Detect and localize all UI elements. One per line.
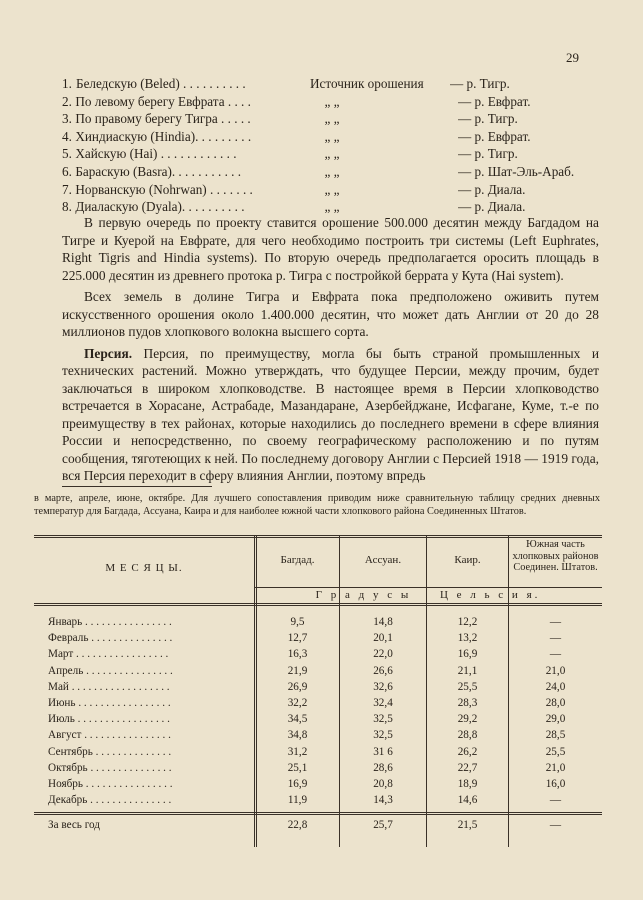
units-header: Г р а д у с ы Ц е л ь с и я. bbox=[315, 589, 541, 601]
irrigation-systems-list bbox=[62, 75, 582, 216]
table-total-month: За весь год bbox=[48, 819, 100, 831]
system-source: „ „ bbox=[324, 163, 340, 179]
system-number: 1. bbox=[62, 76, 72, 91]
persia-heading: Персия. bbox=[84, 345, 133, 361]
system-river: — р. Диала. bbox=[458, 181, 526, 197]
table-row-value: 16,0 bbox=[545, 778, 566, 790]
table-row-month: Декабрь . . . . . . . . . . . . . . . bbox=[48, 794, 172, 807]
table-row-value: 12,2 bbox=[457, 616, 478, 628]
system-source: Источник орошения bbox=[310, 76, 424, 91]
table-row-value: 13,2 bbox=[457, 632, 478, 645]
system-river: — р. Евфрат. bbox=[458, 93, 531, 109]
temperature-table bbox=[34, 535, 602, 847]
table-row-value: 11,9 bbox=[287, 794, 308, 807]
table-row-value: 22,7 bbox=[457, 761, 478, 774]
system-number: 3. bbox=[62, 111, 72, 127]
system-river: — р. Тигр. bbox=[458, 146, 518, 162]
system-name: Хайскую (Hai) . . . . . . . . . . . . bbox=[75, 146, 237, 162]
table-row-month: Июль . . . . . . . . . . . . . . . . . bbox=[48, 713, 170, 726]
table-row-value: 26,9 bbox=[287, 680, 308, 693]
system-row bbox=[62, 110, 582, 128]
table-row-month: Сентябрь . . . . . . . . . . . . . . bbox=[48, 745, 172, 758]
system-river: — р. Тигр. bbox=[458, 111, 518, 127]
table-row-value: 16,9 bbox=[287, 778, 308, 790]
table-row-value: 29,2 bbox=[457, 713, 478, 726]
system-number: 7. bbox=[62, 181, 72, 197]
table-row-value: 34,5 bbox=[287, 713, 308, 726]
table-row-value: 12,7 bbox=[287, 632, 308, 645]
table-row-value: 32,2 bbox=[287, 697, 308, 709]
table-row-value: — bbox=[549, 794, 562, 807]
table-row-value: 26,6 bbox=[373, 664, 393, 677]
table-header-rule bbox=[34, 603, 602, 606]
column-header: Багдад. bbox=[280, 554, 315, 566]
table-row-value: 31 6 bbox=[373, 745, 393, 758]
system-number: 5. bbox=[62, 146, 72, 162]
table-row-value: 24,0 bbox=[545, 680, 566, 693]
table-row-value: 28,0 bbox=[545, 697, 566, 709]
column-header: Каир. bbox=[454, 554, 481, 566]
table-total-value: 21,5 bbox=[457, 819, 478, 831]
table-total-value: 22,8 bbox=[287, 819, 308, 831]
table-row-value: 14,8 bbox=[373, 616, 393, 628]
system-row bbox=[62, 163, 582, 181]
system-name: Бараскую (Basra). . . . . . . . . . . bbox=[75, 163, 242, 179]
table-row-month: Февраль . . . . . . . . . . . . . . . bbox=[48, 632, 173, 645]
table-total-value: — bbox=[549, 819, 562, 831]
system-name: Хиндиаскую (Hindia). . . . . . . . . bbox=[75, 128, 252, 144]
paragraph: В первую очередь по проекту ставится орошение 500.000 десятин между Багдадом на Тигре и Куерой на Евфрате, для чего необходимо построить три системы (Left Euphrates, Right Tigris and Hindia systems). По вторую очередь предполагается оросить площадь в 225.000 десятин из древнего протока р. Тигра с постройкой беррата у Кута (Hai system). bbox=[62, 215, 599, 283]
table-total-value: 25,7 bbox=[373, 819, 393, 831]
body-text bbox=[62, 214, 599, 489]
system-river: — р. Шат-Эль-Араб. bbox=[458, 163, 575, 179]
table-row-value: 14,3 bbox=[373, 794, 393, 807]
system-number: 8. bbox=[62, 199, 72, 215]
system-name: Норванскую (Nohrwan) . . . . . . . bbox=[75, 181, 253, 197]
system-river: — р. Тигр. bbox=[450, 76, 510, 91]
system-row bbox=[62, 93, 582, 111]
table-row-value: 25,5 bbox=[457, 680, 478, 693]
table-row-value: 25,1 bbox=[287, 761, 308, 774]
table-row-value: 21,0 bbox=[545, 761, 566, 774]
footnote-rule bbox=[62, 486, 212, 487]
system-name: Диаласкую (Dyala). . . . . . . . . . bbox=[75, 199, 245, 215]
system-river: — р. Диала. bbox=[458, 199, 526, 215]
table-row-month: Апрель . . . . . . . . . . . . . . . . bbox=[48, 664, 173, 677]
table-row-value: 16,9 bbox=[457, 648, 478, 661]
table-row-value: 32,4 bbox=[373, 697, 393, 709]
table-row-value: 26,2 bbox=[457, 745, 478, 758]
column-header: Ассуан. bbox=[364, 554, 402, 566]
system-row bbox=[62, 75, 582, 93]
table-row-value: 32,5 bbox=[373, 713, 393, 726]
table-row-month: Май . . . . . . . . . . . . . . . . . . bbox=[48, 680, 170, 693]
table-row-value: 21,0 bbox=[545, 664, 566, 677]
system-source: „ „ bbox=[324, 181, 340, 197]
system-source: „ „ bbox=[324, 111, 340, 127]
table-row-value: 28,5 bbox=[545, 729, 566, 742]
table-row-value: 28,8 bbox=[457, 729, 478, 742]
table-row-value: 29,0 bbox=[545, 713, 566, 726]
table-row-month: Март . . . . . . . . . . . . . . . . . bbox=[48, 648, 169, 661]
system-source: „ „ bbox=[324, 199, 340, 215]
table-row-value: 16,3 bbox=[287, 648, 308, 661]
table-header-rule bbox=[254, 587, 602, 588]
footnote: в марте, апреле, июне, октябре. Для лучшего сопоставления приводим ниже сравнительную таблицу средних дневных температур для Багдада, Ассуана, Каира и для наиболее южной части хлопкового района Соединенных Штатов. bbox=[34, 493, 600, 518]
system-source: „ „ bbox=[324, 128, 340, 144]
table-row-value: 32,6 bbox=[373, 680, 393, 693]
table-row-value: 21,1 bbox=[457, 664, 478, 677]
table-row-value: 28,3 bbox=[457, 697, 478, 709]
table-row-value: 9,5 bbox=[290, 616, 305, 628]
table-row-value: 18,9 bbox=[457, 778, 478, 790]
table-row-value: 14,6 bbox=[457, 794, 478, 807]
table-row-value: 34,8 bbox=[287, 729, 308, 742]
system-number: 2. bbox=[62, 93, 72, 109]
table-row-value: 20,1 bbox=[373, 632, 393, 645]
system-name: По левому берегу Евфрата . . . . bbox=[75, 93, 251, 109]
system-row bbox=[62, 181, 582, 199]
table-row-value: 20,8 bbox=[373, 778, 393, 790]
table-row-value: — bbox=[549, 648, 562, 661]
persia-paragraph bbox=[62, 345, 599, 485]
table-row-month: Август . . . . . . . . . . . . . . . . bbox=[48, 729, 171, 742]
table-row-value: — bbox=[549, 632, 562, 645]
system-source: „ „ bbox=[324, 146, 340, 162]
system-name: Беледскую (Beled) . . . . . . . . . . bbox=[76, 76, 246, 91]
table-total-rule bbox=[34, 812, 602, 815]
system-row bbox=[62, 128, 582, 146]
system-name: По правому берегу Тигра . . . . . bbox=[75, 111, 251, 127]
table-row-value: 25,5 bbox=[545, 745, 566, 758]
system-river: — р. Евфрат. bbox=[458, 128, 531, 144]
table-row-month: Январь . . . . . . . . . . . . . . . . bbox=[48, 616, 172, 628]
table-row-value: — bbox=[549, 616, 562, 628]
system-number: 4. bbox=[62, 128, 72, 144]
table-row-value: 31,2 bbox=[287, 745, 308, 758]
column-header: Южная часть хлопковых районов Соединен. Штатов. bbox=[512, 539, 599, 573]
table-row-month: Июнь . . . . . . . . . . . . . . . . . bbox=[48, 697, 171, 709]
table-row-value: 32,5 bbox=[373, 729, 393, 742]
table-row-month: Ноябрь . . . . . . . . . . . . . . . . bbox=[48, 778, 173, 790]
system-number: 6. bbox=[62, 163, 72, 179]
table-row-month: Октябрь . . . . . . . . . . . . . . . bbox=[48, 761, 172, 774]
paragraph: Всех земель в долине Тигра и Евфрата пока предположено оживить путем искусственного орошения около 1.400.000 десятин, что может дать Англии от 20 до 28 миллионов пудов хлопкового волокна высшего сорта. bbox=[62, 289, 599, 339]
system-row bbox=[62, 145, 582, 163]
table-row-value: 28,6 bbox=[373, 761, 393, 774]
system-source: „ „ bbox=[324, 93, 340, 109]
table-row-value: 22,0 bbox=[373, 648, 393, 661]
table-row-value: 21,9 bbox=[287, 664, 308, 677]
months-header: М Е С Я Ц Ы. bbox=[105, 562, 183, 574]
page-number: 29 bbox=[566, 50, 579, 65]
persia-text: Персия, по преимуществу, могла бы быть страной промышленных и технических растений. Можно утверждать, что будущее Персии, между прочим, будет заключаться в широком хлопководстве. В настоящее время в Персии хлопководство встречается в Хорасане, Астрабаде, Мазандаране, Азербейджане, Исфагане, Куме, т.-е по преимуществу в тех районах, которые находились до последнего времени в сфере влияния России и непосредственно, по своему географическому расположению и по путям сообщения, тяготеющих к ней. По последнему договору Англии с Персией 1918 — 1919 года, вся Персия переходит в сферу влияния Англии, поэтому впредь bbox=[62, 345, 599, 483]
